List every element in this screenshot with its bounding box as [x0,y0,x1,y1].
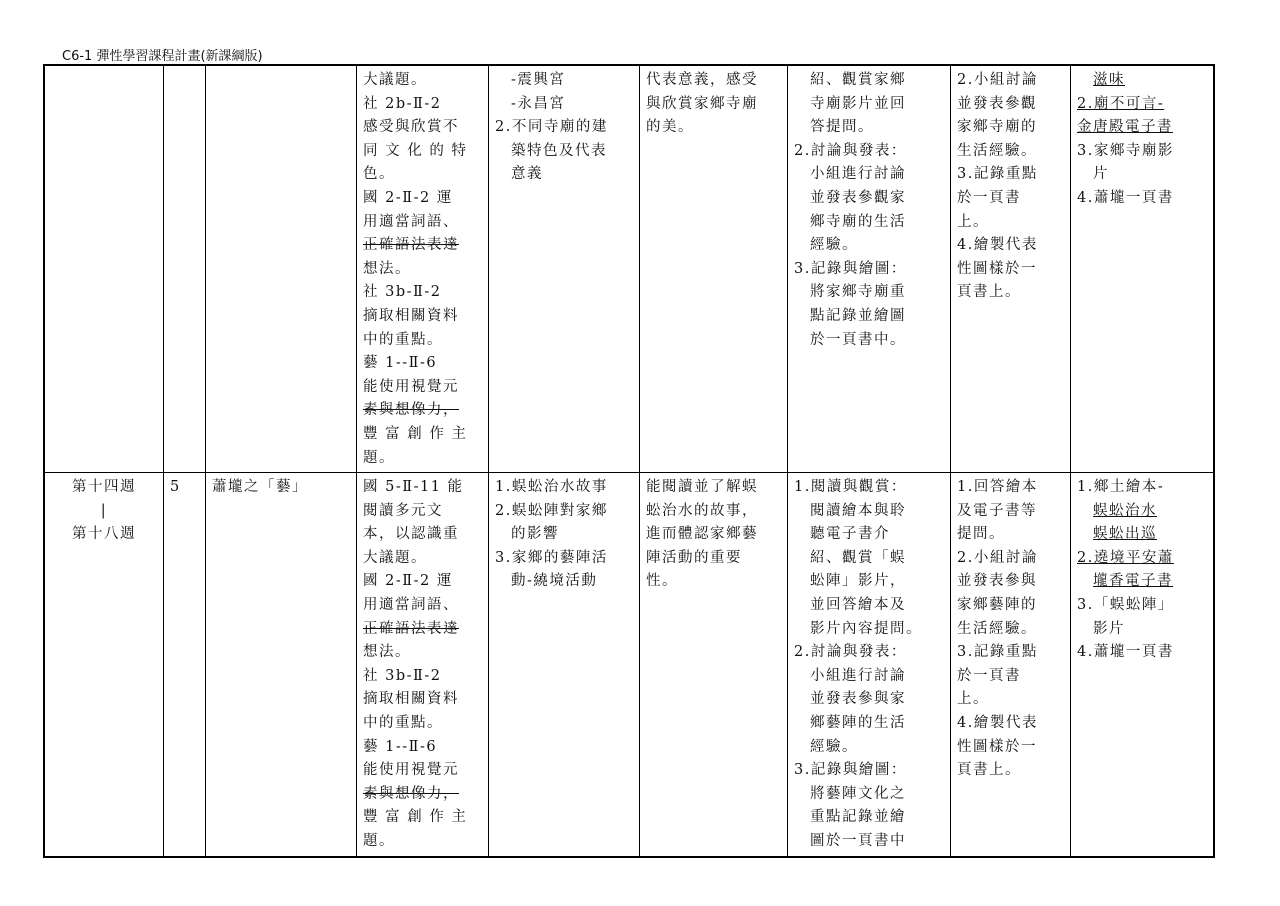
week-cell [44,65,164,473]
learning-focus-cell: 大議題。 社 2b-Ⅱ-2 感受與欣賞不 同 文 化 的 特 色。 國 2-Ⅱ-2 運 用適當詞語、 正確語法表達 想法。 社 3b-Ⅱ-2 摘取相關資料 中的重點。 藝 1--Ⅱ-6 能使用視覺元 素與想像力， 豐 富 創 作 主 題。 [357,65,489,473]
activity-cell: 1.閱讀與觀賞： 閱讀繪本與聆 聽電子書介 紹、觀賞「蜈 蚣陣」影片， 並回答繪本及 影片內容提問。 2.討論與發表： 小組進行討論 並發表參與家 鄉藝陣的生活 經驗。 3.記錄與繪圖： 將藝陣文化之 重點記錄並繪 圖於一頁書中 [788,473,951,857]
table-row [44,65,1214,473]
learning-objective-cell: 能閱讀並了解蜈 蚣治水的故事， 進而體認家鄉藝 陣活動的重要 性。 [640,473,788,857]
learning-content-cell: 1.蜈蚣治水故事 2.蜈蚣陣對家鄉 的影響 3.家鄉的藝陣活 動-繞境活動 [489,473,640,857]
unit-cell: 蕭壠之「藝」 [206,473,357,857]
week-cell: 第十四週 | 第十八週 [44,473,164,857]
learning-focus-cell: 國 5-Ⅱ-11 能 閱讀多元文 本，以認識重 大議題。 國 2-Ⅱ-2 運 用適當詞語、 正確語法表達 想法。 社 3b-Ⅱ-2 摘取相關資料 中的重點。 藝 1--Ⅱ-6 能使用視覺元 素與想像力， 豐 富 創 作 主 題。 [357,473,489,857]
resources-cell: 滋味 2.廟不可言- 金唐殿電子書 3.家鄉寺廟影 片 4.蕭壠一頁書 [1071,65,1215,473]
assessment-cell: 1.回答繪本 及電子書等 提問。 2.小組討論 並發表參與 家鄉藝陣的 生活經驗。 3.記錄重點 於一頁書 上。 4.繪製代表 性圖樣於一 頁書上。 [951,473,1071,857]
sessions-cell: 5 [164,473,206,857]
activity-cell: 紹、觀賞家鄉 寺廟影片並回 答提問。 2.討論與發表： 小組進行討論 並發表參觀家 鄉寺廟的生活 經驗。 3.記錄與繪圖： 將家鄉寺廟重 點記錄並繪圖 於一頁書中。 [788,65,951,473]
unit-cell [206,65,357,473]
learning-content-cell: -震興宮 -永昌宮 2.不同寺廟的建 築特色及代表 意義 [489,65,640,473]
resources-cell: 1.鄉土繪本- 蜈蚣治水 蜈蚣出巡 2.遶境平安蕭 壠香電子書 3.「蜈蚣陣」 影片 4.蕭壠一頁書 [1071,473,1215,857]
page-header: C6-1 彈性學習課程計畫(新課綱版) [62,49,263,64]
sessions-cell [164,65,206,473]
table-row [44,473,1214,857]
assessment-cell: 2.小組討論 並發表參觀 家鄉寺廟的 生活經驗。 3.記錄重點 於一頁書 上。 4.繪製代表 性圖樣於一 頁書上。 [951,65,1071,473]
learning-objective-cell: 代表意義，感受 與欣賞家鄉寺廟 的美。 [640,65,788,473]
curriculum-table [43,64,1215,858]
